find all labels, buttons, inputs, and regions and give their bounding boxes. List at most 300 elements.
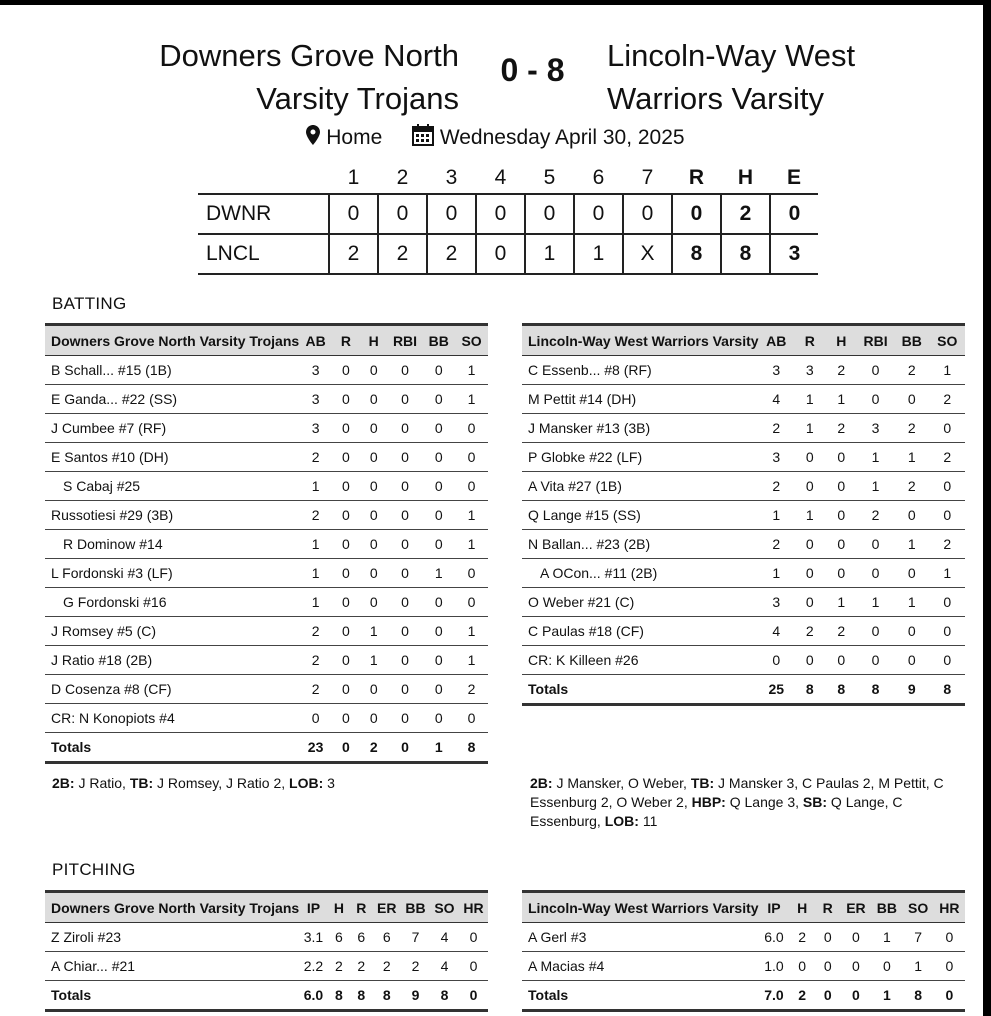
note-text: Q Lange, C Essenburg, xyxy=(530,794,903,829)
player-row xyxy=(45,952,488,981)
totals-cell: 8 xyxy=(826,675,858,705)
hits-total: 8 xyxy=(721,234,770,274)
stat-cell: 0 xyxy=(422,617,455,646)
stat-cell: 0 xyxy=(422,472,455,501)
stat-cell: 2 xyxy=(401,952,430,981)
player-row xyxy=(45,356,488,385)
note-label: LOB: xyxy=(604,813,639,829)
inning-score: 0 xyxy=(525,194,574,234)
stat-cell: 1 xyxy=(360,646,388,675)
stat-cell: 0 xyxy=(360,414,388,443)
stat-cell: 4 xyxy=(759,617,794,646)
note-text: 3 xyxy=(323,775,335,791)
stat-cell: 0 xyxy=(459,923,488,952)
hits-total: 2 xyxy=(721,194,770,234)
stat-cell: 0 xyxy=(388,414,423,443)
stat-cell: 0 xyxy=(455,588,488,617)
stat-cell: 0 xyxy=(841,952,872,981)
stat-cell: 1 xyxy=(299,472,332,501)
totals-cell: 2 xyxy=(789,981,815,1011)
totals-cell: 8 xyxy=(930,675,966,705)
player-row xyxy=(522,385,965,414)
player-name: Q Lange #15 (SS) xyxy=(522,501,759,530)
stat-cell: 0 xyxy=(459,952,488,981)
player-name: E Santos #10 (DH) xyxy=(45,443,299,472)
player-row xyxy=(45,385,488,414)
player-name: G Fordonski #16 xyxy=(45,588,299,617)
stat-cell: 0 xyxy=(388,472,423,501)
inning-header: 6 xyxy=(592,166,605,189)
stat-cell: 0 xyxy=(388,385,423,414)
away-team-line1: Lincoln-Way West xyxy=(607,38,856,73)
stat-cell: 2 xyxy=(894,356,929,385)
totals-cell: 0 xyxy=(934,981,965,1011)
map-pin-icon xyxy=(306,125,320,151)
stat-cell: 1 xyxy=(455,530,488,559)
player-row xyxy=(522,414,965,443)
stat-cell: 0 xyxy=(789,952,815,981)
stat-cell: 2 xyxy=(350,952,372,981)
totals-cell: 9 xyxy=(894,675,929,705)
location-text: Home xyxy=(326,126,383,149)
stat-cell: 0 xyxy=(388,704,423,733)
column-header: R xyxy=(815,892,841,923)
stat-cell: 0 xyxy=(455,414,488,443)
home-team-line1: Downers Grove North xyxy=(159,38,459,73)
totals-cell: 9 xyxy=(401,981,430,1011)
team-header: Downers Grove North Varsity Trojans xyxy=(45,325,299,356)
player-name: C Paulas #18 (CF) xyxy=(522,617,759,646)
stat-cell: 6 xyxy=(373,923,401,952)
home-team-name xyxy=(0,34,459,120)
totals-cell: 0 xyxy=(841,981,872,1011)
stat-cell: 0 xyxy=(422,588,455,617)
stat-cell: 0 xyxy=(841,923,872,952)
note-text: J Romsey, J Ratio 2, xyxy=(153,775,290,791)
stat-cell: 0 xyxy=(422,646,455,675)
column-header: IP xyxy=(759,892,790,923)
stat-cell: 0 xyxy=(794,588,826,617)
linescore-header xyxy=(198,163,818,194)
stat-cell: 0 xyxy=(422,675,455,704)
stat-cell: 2 xyxy=(826,414,858,443)
inning-score: 0 xyxy=(476,194,525,234)
totals-cell: 7.0 xyxy=(759,981,790,1011)
stat-cell: 0 xyxy=(930,472,966,501)
stat-cell: 1 xyxy=(894,530,929,559)
player-row xyxy=(45,414,488,443)
stat-cell: 2 xyxy=(299,646,332,675)
stat-cell: 0 xyxy=(894,501,929,530)
errors-total: 3 xyxy=(770,234,818,274)
inning-score: 2 xyxy=(427,234,476,274)
stat-cell: 0 xyxy=(857,559,894,588)
column-header: RBI xyxy=(388,325,423,356)
stat-cell: 1 xyxy=(903,952,934,981)
stat-cell: 2 xyxy=(759,472,794,501)
column-header: H xyxy=(360,325,388,356)
stat-header-row xyxy=(45,325,488,356)
totals-cell: 0 xyxy=(459,981,488,1011)
stat-cell: 0 xyxy=(455,559,488,588)
stat-cell: 2 xyxy=(826,617,858,646)
column-header: HR xyxy=(934,892,965,923)
note-label: HBP: xyxy=(691,794,726,810)
note-label: 2B: xyxy=(52,775,75,791)
inning-header: 4 xyxy=(494,166,507,189)
stat-cell: 2 xyxy=(794,617,826,646)
player-row xyxy=(45,646,488,675)
player-row xyxy=(45,443,488,472)
date-text: Wednesday April 30, 2025 xyxy=(439,126,685,149)
stat-cell: 0 xyxy=(894,385,929,414)
player-row xyxy=(45,704,488,733)
stat-cell: 2 xyxy=(373,952,401,981)
player-name: R Dominow #14 xyxy=(45,530,299,559)
player-name: O Weber #21 (C) xyxy=(522,588,759,617)
stat-cell: 1 xyxy=(794,414,826,443)
player-name: J Romsey #5 (C) xyxy=(45,617,299,646)
totals-cell: 2 xyxy=(360,733,388,763)
stat-cell: 0 xyxy=(894,646,929,675)
stat-cell: 0 xyxy=(930,501,966,530)
inning-score: 0 xyxy=(378,194,427,234)
totals-row xyxy=(522,675,965,705)
stat-cell: 0 xyxy=(794,646,826,675)
linescore-row-home xyxy=(198,194,818,234)
column-header: ER xyxy=(373,892,401,923)
note-label: 2B: xyxy=(530,775,553,791)
stat-cell: 3 xyxy=(299,385,332,414)
stat-cell: 2 xyxy=(759,530,794,559)
column-header: SO xyxy=(903,892,934,923)
stat-cell: 0 xyxy=(360,588,388,617)
stat-cell: 0 xyxy=(857,646,894,675)
player-name: N Ballan... #23 (2B) xyxy=(522,530,759,559)
player-row xyxy=(522,530,965,559)
pitching-section-title: PITCHING xyxy=(52,860,136,879)
stat-cell: 1 xyxy=(857,472,894,501)
stat-cell: 7 xyxy=(903,923,934,952)
stat-cell: 3 xyxy=(794,356,826,385)
player-row xyxy=(522,952,965,981)
stat-cell: 0 xyxy=(894,559,929,588)
player-row xyxy=(522,923,965,952)
stat-cell: 0 xyxy=(388,559,423,588)
stat-cell: 1 xyxy=(894,588,929,617)
errors-total: 0 xyxy=(770,194,818,234)
stat-cell: 2 xyxy=(894,472,929,501)
stat-cell: 2 xyxy=(857,501,894,530)
stat-cell: 0 xyxy=(934,952,965,981)
stat-cell: 6 xyxy=(328,923,350,952)
linescore-team: LNCL xyxy=(198,234,329,274)
stat-cell: 0 xyxy=(794,472,826,501)
stat-cell: 3 xyxy=(759,356,794,385)
stat-cell: 1 xyxy=(857,588,894,617)
inning-score: 2 xyxy=(329,234,378,274)
stat-cell: 0 xyxy=(857,385,894,414)
stat-cell: 0 xyxy=(388,501,423,530)
stat-cell: 0 xyxy=(759,646,794,675)
stat-cell: 0 xyxy=(332,472,360,501)
stat-cell: 0 xyxy=(857,530,894,559)
frame-right-border xyxy=(983,0,991,1016)
stat-cell: 0 xyxy=(857,617,894,646)
stat-cell: 0 xyxy=(857,356,894,385)
totals-cell: 8 xyxy=(328,981,350,1011)
stat-cell: 0 xyxy=(388,588,423,617)
batting-notes-away xyxy=(530,774,970,831)
totals-cell: 8 xyxy=(794,675,826,705)
stat-cell: 2 xyxy=(299,501,332,530)
inning-score: 0 xyxy=(427,194,476,234)
stat-cell: 1 xyxy=(759,501,794,530)
stat-cell: 0 xyxy=(388,356,423,385)
stat-cell: 0 xyxy=(826,472,858,501)
game-meta xyxy=(0,124,991,152)
inning-header: 2 xyxy=(396,166,409,189)
player-name: S Cabaj #25 xyxy=(45,472,299,501)
stat-cell: 2 xyxy=(299,617,332,646)
column-header: SO xyxy=(430,892,459,923)
player-row xyxy=(522,443,965,472)
stat-cell: 0 xyxy=(794,443,826,472)
batting-notes-home xyxy=(52,774,472,793)
stat-cell: 3 xyxy=(857,414,894,443)
stat-header-row xyxy=(522,325,965,356)
stat-cell: 1 xyxy=(871,923,902,952)
stat-cell: 1 xyxy=(299,559,332,588)
stat-cell: 0 xyxy=(422,704,455,733)
linescore-row-away xyxy=(198,234,818,274)
note-label: TB: xyxy=(690,775,715,791)
stat-cell: 1 xyxy=(894,443,929,472)
stat-cell: 1 xyxy=(794,385,826,414)
stat-cell: 0 xyxy=(332,646,360,675)
column-header: ER xyxy=(841,892,872,923)
player-name: C Essenb... #8 (RF) xyxy=(522,356,759,385)
player-name: J Ratio #18 (2B) xyxy=(45,646,299,675)
stat-cell: 0 xyxy=(388,617,423,646)
stat-cell: 0 xyxy=(871,952,902,981)
stat-cell: 3 xyxy=(299,414,332,443)
runs-total: 0 xyxy=(672,194,721,234)
team-header: Lincoln-Way West Warriors Varsity xyxy=(522,892,759,923)
stat-cell: 0 xyxy=(332,617,360,646)
column-header: HR xyxy=(459,892,488,923)
stat-cell: 3 xyxy=(299,356,332,385)
stat-cell: 0 xyxy=(422,414,455,443)
stat-cell: 0 xyxy=(332,675,360,704)
player-name: J Mansker #13 (3B) xyxy=(522,414,759,443)
stat-cell: 2 xyxy=(930,385,966,414)
player-row xyxy=(522,588,965,617)
player-name: L Fordonski #3 (LF) xyxy=(45,559,299,588)
stat-cell: 0 xyxy=(360,675,388,704)
column-header: H xyxy=(789,892,815,923)
totals-cell: 8 xyxy=(373,981,401,1011)
column-header: BB xyxy=(422,325,455,356)
stat-cell: 0 xyxy=(332,559,360,588)
stat-cell: 0 xyxy=(826,646,858,675)
stat-cell: 1 xyxy=(422,559,455,588)
totals-label: Totals xyxy=(522,981,759,1011)
player-row xyxy=(45,501,488,530)
inning-score: 0 xyxy=(574,194,623,234)
pitching-table-home xyxy=(45,890,488,1012)
totals-label: Totals xyxy=(45,981,299,1011)
runs-total: 8 xyxy=(672,234,721,274)
stat-cell: 0 xyxy=(388,530,423,559)
inning-score: 0 xyxy=(329,194,378,234)
player-name: B Schall... #15 (1B) xyxy=(45,356,299,385)
note-text: J Mansker, O Weber, xyxy=(552,775,691,791)
column-header: BB xyxy=(894,325,929,356)
stat-cell: 2.2 xyxy=(299,952,327,981)
column-header: R xyxy=(350,892,372,923)
stat-cell: 0 xyxy=(894,617,929,646)
stat-cell: 2 xyxy=(759,414,794,443)
note-label: SB: xyxy=(802,794,828,810)
stat-cell: 1 xyxy=(794,501,826,530)
player-row xyxy=(522,646,965,675)
stat-header-row xyxy=(522,892,965,923)
away-team-line2: Warriors Varsity xyxy=(607,81,824,116)
stat-cell: 0 xyxy=(455,472,488,501)
note-text: 11 xyxy=(638,813,658,829)
inning-header: 1 xyxy=(347,166,360,189)
inning-score: 1 xyxy=(574,234,623,274)
player-row xyxy=(45,472,488,501)
stat-cell: 1 xyxy=(299,530,332,559)
team-header: Lincoln-Way West Warriors Varsity xyxy=(522,325,759,356)
totals-cell: 8 xyxy=(857,675,894,705)
totals-row xyxy=(45,981,488,1011)
totals-row xyxy=(522,981,965,1011)
column-header: SO xyxy=(930,325,966,356)
stat-cell: 0 xyxy=(388,646,423,675)
stat-cell: 0 xyxy=(422,530,455,559)
column-header: BB xyxy=(871,892,902,923)
player-name: Z Ziroli #23 xyxy=(45,923,299,952)
totals-label: Totals xyxy=(522,675,759,705)
column-header: R xyxy=(332,325,360,356)
player-name: CR: K Killeen #26 xyxy=(522,646,759,675)
totals-cell: 8 xyxy=(903,981,934,1011)
runs-header: R xyxy=(688,166,705,189)
player-row xyxy=(45,530,488,559)
column-header: AB xyxy=(759,325,794,356)
player-row xyxy=(45,675,488,704)
stat-cell: 0 xyxy=(815,923,841,952)
player-name: CR: N Konopiots #4 xyxy=(45,704,299,733)
stat-cell: 0 xyxy=(332,385,360,414)
stat-cell: 0 xyxy=(360,704,388,733)
player-name: A Chiar... #21 xyxy=(45,952,299,981)
player-row xyxy=(45,923,488,952)
player-row xyxy=(522,617,965,646)
inning-score: X xyxy=(623,234,672,274)
stat-cell: 6 xyxy=(350,923,372,952)
totals-cell: 8 xyxy=(430,981,459,1011)
column-header: SO xyxy=(455,325,488,356)
note-text: Q Lange 3, xyxy=(725,794,803,810)
totals-cell: 0 xyxy=(388,733,423,763)
stat-cell: 0 xyxy=(455,443,488,472)
stat-cell: 0 xyxy=(360,385,388,414)
stat-cell: 0 xyxy=(826,501,858,530)
stat-cell: 0 xyxy=(360,501,388,530)
stat-cell: 0 xyxy=(360,472,388,501)
stat-cell: 0 xyxy=(332,588,360,617)
totals-row xyxy=(45,733,488,763)
player-name: D Cosenza #8 (CF) xyxy=(45,675,299,704)
player-row xyxy=(45,588,488,617)
player-name: A Macias #4 xyxy=(522,952,759,981)
stat-cell: 2 xyxy=(930,443,966,472)
stat-cell: 1 xyxy=(826,588,858,617)
note-text: J Ratio, xyxy=(74,775,130,791)
stat-cell: 0 xyxy=(930,588,966,617)
stat-cell: 6.0 xyxy=(759,923,790,952)
stat-cell: 1 xyxy=(857,443,894,472)
totals-cell: 0 xyxy=(815,981,841,1011)
stat-cell: 0 xyxy=(826,530,858,559)
linescore-team-header xyxy=(198,163,329,194)
totals-cell: 8 xyxy=(350,981,372,1011)
stat-cell: 0 xyxy=(388,675,423,704)
player-name: P Globke #22 (LF) xyxy=(522,443,759,472)
column-header: H xyxy=(826,325,858,356)
stat-cell: 2 xyxy=(930,530,966,559)
stat-cell: 1.0 xyxy=(759,952,790,981)
errors-header: E xyxy=(786,166,801,189)
stat-cell: 1 xyxy=(299,588,332,617)
stat-cell: 0 xyxy=(815,952,841,981)
stat-cell: 0 xyxy=(422,443,455,472)
inning-header: 5 xyxy=(543,166,556,189)
inning-header: 3 xyxy=(445,166,458,189)
player-name: A Vita #27 (1B) xyxy=(522,472,759,501)
totals-cell: 8 xyxy=(455,733,488,763)
stat-cell: 0 xyxy=(388,443,423,472)
inning-score: 1 xyxy=(525,234,574,274)
stat-cell: 4 xyxy=(430,952,459,981)
note-label: TB: xyxy=(129,775,154,791)
column-header: RBI xyxy=(857,325,894,356)
totals-label: Totals xyxy=(45,733,299,763)
linescore-table xyxy=(198,163,818,275)
stat-cell: 0 xyxy=(794,530,826,559)
stat-cell: 1 xyxy=(930,559,966,588)
stat-cell: 1 xyxy=(759,559,794,588)
pitching-table-away xyxy=(522,890,965,1012)
stat-cell: 2 xyxy=(894,414,929,443)
stat-cell: 2 xyxy=(299,443,332,472)
away-team-name xyxy=(607,34,855,120)
stat-cell: 3.1 xyxy=(299,923,327,952)
column-header: R xyxy=(794,325,826,356)
player-row xyxy=(522,559,965,588)
stat-cell: 0 xyxy=(422,385,455,414)
player-name: A Gerl #3 xyxy=(522,923,759,952)
column-header: BB xyxy=(401,892,430,923)
stat-cell: 0 xyxy=(794,559,826,588)
stat-cell: 3 xyxy=(759,443,794,472)
totals-cell: 25 xyxy=(759,675,794,705)
batting-table-away xyxy=(522,323,965,706)
